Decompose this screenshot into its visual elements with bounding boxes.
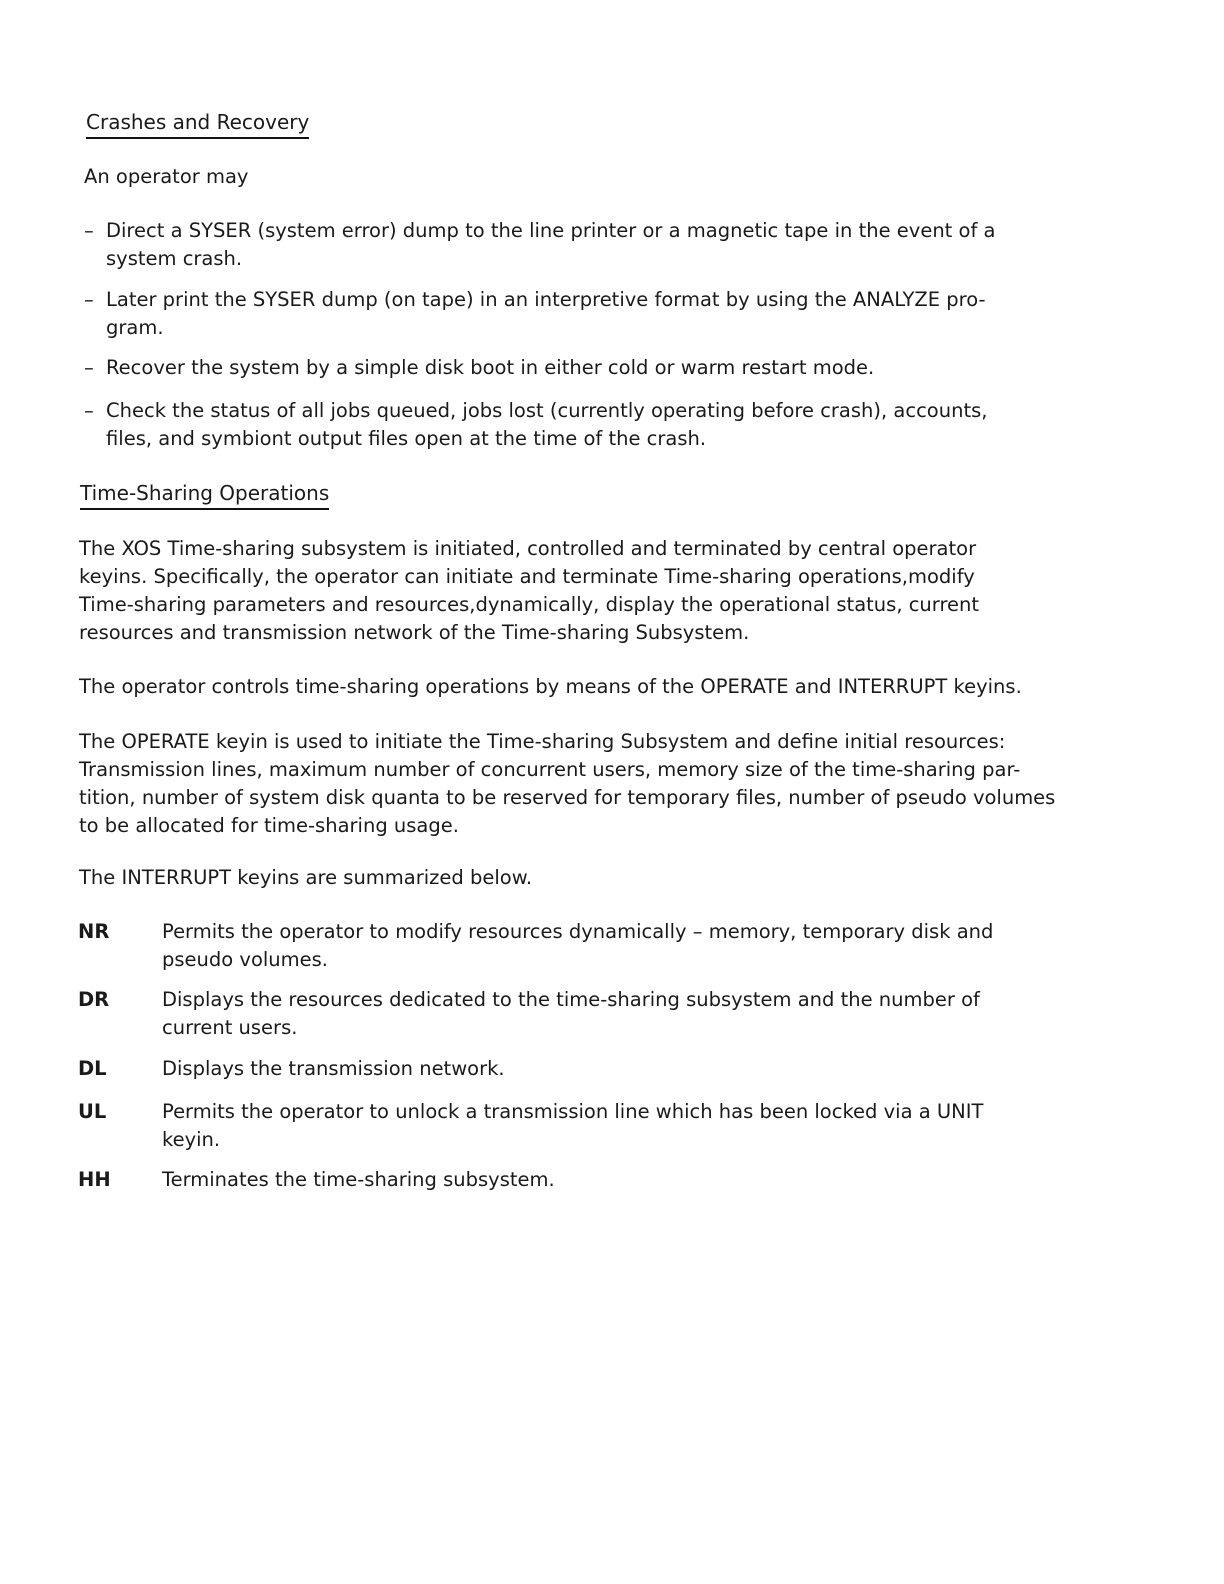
bullet-line: Check the status of all jobs queued, jobs lost (currently operating before crash), accounts, bbox=[106, 399, 988, 422]
paragraph-line: Transmission lines, maximum number of concurrent users, memory size of the time-sharing par- bbox=[79, 758, 1021, 781]
section-heading-crashes: Crashes and Recovery bbox=[86, 110, 309, 139]
paragraph-line: The OPERATE keyin is used to initiate the Time-sharing Subsystem and define initial resources: bbox=[79, 730, 1006, 753]
paragraph-line: The XOS Time-sharing subsystem is initiated, controlled and terminated by central operator bbox=[79, 537, 977, 560]
bullet-line: Direct a SYSER (system error) dump to the line printer or a magnetic tape in the event of a bbox=[106, 219, 996, 242]
paragraph bbox=[79, 728, 1055, 840]
paragraph-line: The operator controls time-sharing operations by means of the OPERATE and INTERRUPT keyins. bbox=[79, 675, 1022, 698]
keyin-code: DR bbox=[78, 988, 110, 1011]
keyin-description-line: current users. bbox=[162, 1016, 298, 1039]
keyin-description-line: Displays the resources dedicated to the time-sharing subsystem and the number of bbox=[162, 988, 980, 1011]
section-heading-time-sharing: Time-Sharing Operations bbox=[80, 481, 329, 510]
keyin-description-line: pseudo volumes. bbox=[162, 948, 328, 971]
paragraph bbox=[79, 864, 532, 892]
keyin-code: UL bbox=[78, 1100, 107, 1123]
keyin-description-line: Permits the operator to modify resources dynamically – memory, temporary disk and bbox=[162, 920, 994, 943]
paragraph bbox=[79, 535, 979, 647]
paragraph bbox=[79, 673, 1022, 701]
keyin-code: HH bbox=[78, 1168, 111, 1191]
paragraph-line: resources and transmission network of the Time-sharing Subsystem. bbox=[79, 621, 750, 644]
bullet-line: files, and symbiont output files open at the time of the crash. bbox=[106, 427, 707, 450]
bullet-dash: – bbox=[84, 288, 94, 311]
bullet-dash: – bbox=[84, 356, 94, 379]
keyin-description-line: Permits the operator to unlock a transmission line which has been locked via a UNIT bbox=[162, 1100, 984, 1123]
bullet-line: system crash. bbox=[106, 247, 243, 270]
bullet-dash: – bbox=[84, 399, 94, 422]
intro-text bbox=[84, 163, 248, 191]
keyin-description-line: Terminates the time-sharing subsystem. bbox=[162, 1168, 555, 1191]
bullet-line: Recover the system by a simple disk boot in either cold or warm restart mode. bbox=[106, 356, 875, 379]
bullet-dash: – bbox=[84, 219, 94, 242]
keyin-description-line: keyin. bbox=[162, 1128, 221, 1151]
keyin-code: NR bbox=[78, 920, 110, 943]
intro-line: An operator may bbox=[84, 165, 249, 188]
paragraph-line: Time-sharing parameters and resources,dynamically, display the operational status, current bbox=[79, 593, 980, 616]
keyin-description-line: Displays the transmission network. bbox=[162, 1057, 505, 1080]
bullet-line: gram. bbox=[106, 316, 164, 339]
paragraph-line: to be allocated for time-sharing usage. bbox=[79, 814, 459, 837]
keyin-code: DL bbox=[78, 1057, 107, 1080]
bullet-line: Later print the SYSER dump (on tape) in an interpretive format by using the ANALYZE pro- bbox=[106, 288, 986, 311]
paragraph-line: tition, number of system disk quanta to be reserved for temporary files, number of pseudo volumes bbox=[79, 786, 1056, 809]
paragraph-line: keyins. Specifically, the operator can initiate and terminate Time-sharing operations,modify bbox=[79, 565, 975, 588]
paragraph-line: The INTERRUPT keyins are summarized below. bbox=[79, 866, 533, 889]
